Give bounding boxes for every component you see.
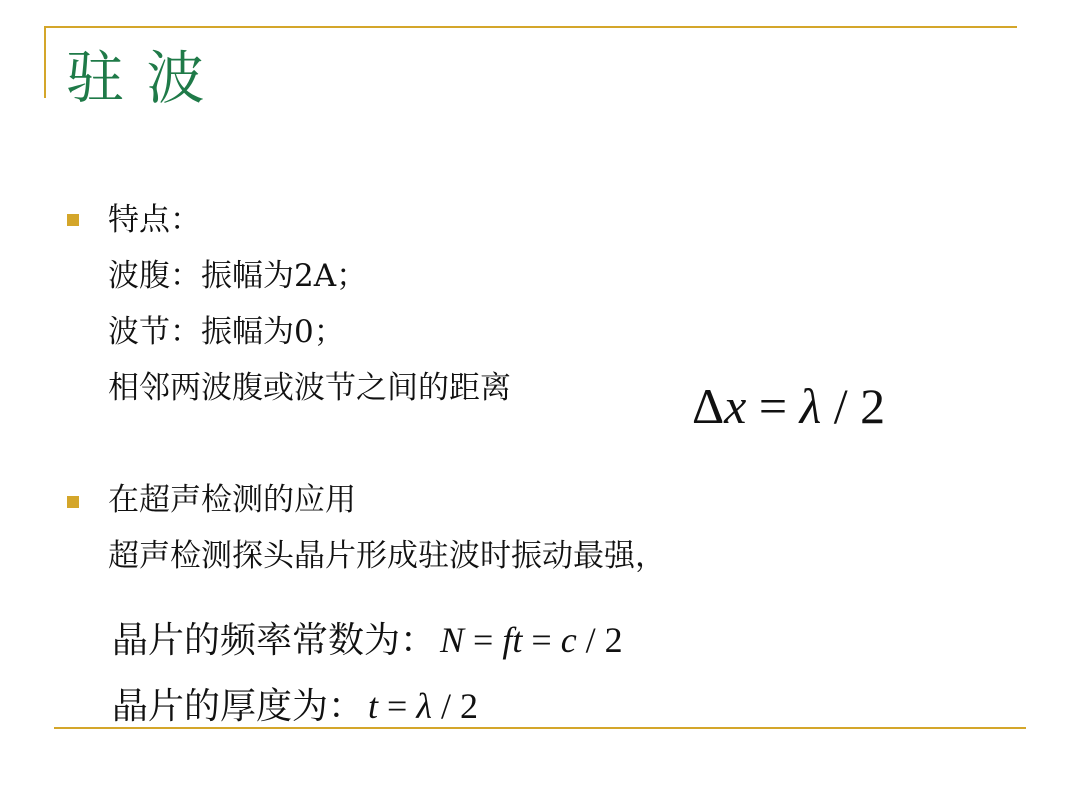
bullet-square-icon bbox=[67, 496, 79, 508]
formula-c: c bbox=[560, 620, 577, 660]
formula-over-two: / 2 bbox=[431, 686, 478, 726]
top-rule bbox=[44, 26, 1017, 28]
thickness-label: 晶片的厚度为： bbox=[112, 686, 365, 727]
section2-heading: 在超声检测的应用 bbox=[108, 482, 356, 518]
section1-line-distance: 相邻两波腹或波节之间的距离 bbox=[108, 370, 511, 406]
frequency-constant-formula bbox=[440, 620, 623, 660]
bottom-rule bbox=[54, 727, 1026, 729]
formula-t: t bbox=[512, 620, 523, 660]
thickness-formula bbox=[368, 686, 478, 726]
formula-lambda: λ bbox=[416, 686, 432, 726]
formula-lambda: λ bbox=[799, 378, 822, 434]
formula-equals: = bbox=[464, 620, 503, 660]
thickness-line bbox=[112, 684, 478, 729]
formula-f: f bbox=[502, 620, 513, 660]
formula-over-two: / 2 bbox=[576, 620, 623, 660]
formula-N: N bbox=[440, 620, 465, 660]
section1-line-node: 波节：振幅为0； bbox=[108, 314, 345, 350]
formula-equals: = bbox=[746, 378, 800, 434]
section2-line-probe: 超声检测探头晶片形成驻波时振动最强， bbox=[108, 538, 666, 574]
frequency-constant-line bbox=[112, 618, 623, 663]
section1-heading: 特点： bbox=[108, 202, 201, 238]
frequency-constant-label: 晶片的频率常数为： bbox=[112, 620, 437, 661]
slide-title: 驻 波 bbox=[66, 44, 207, 112]
formula-t: t bbox=[368, 686, 379, 726]
formula-x: x bbox=[724, 378, 747, 434]
bullet-square-icon bbox=[67, 214, 79, 226]
section1-line-antinode: 波腹：振幅为2A； bbox=[108, 258, 368, 294]
left-rule bbox=[44, 26, 46, 98]
formula-equals: = bbox=[378, 686, 417, 726]
formula-over-two: / 2 bbox=[821, 378, 886, 434]
distance-formula bbox=[692, 376, 885, 436]
formula-delta: Δ bbox=[692, 378, 725, 434]
formula-equals: = bbox=[522, 620, 561, 660]
